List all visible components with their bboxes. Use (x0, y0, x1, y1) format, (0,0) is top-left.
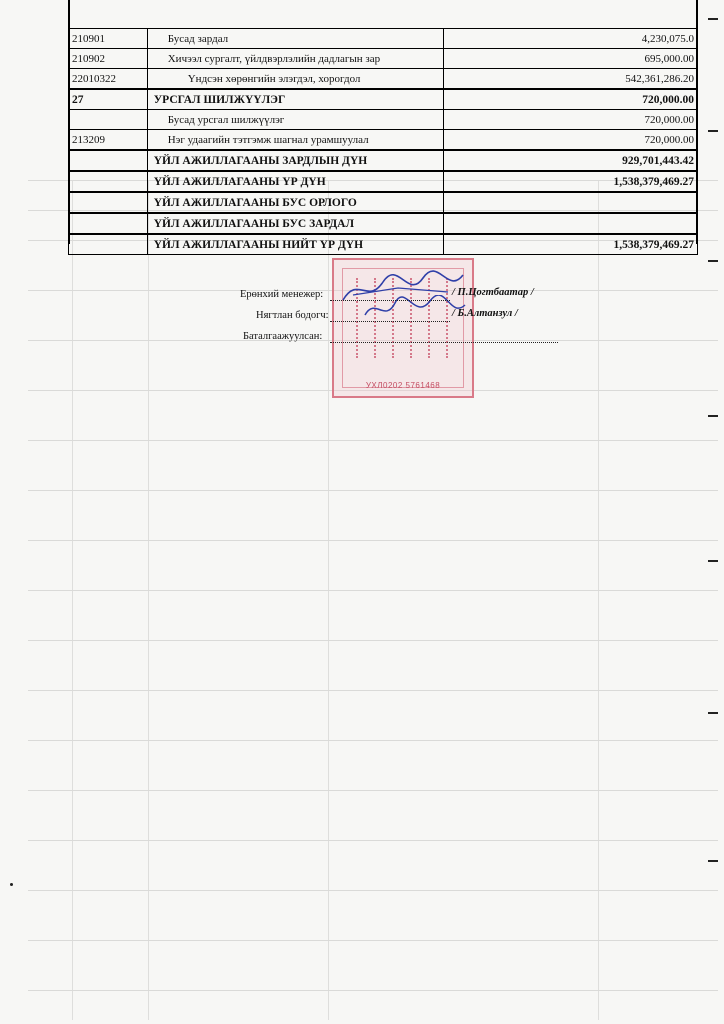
accountant-label: Нягтлан бодогч: (256, 310, 329, 321)
table-row (69, 213, 698, 234)
edge-mark (708, 18, 718, 20)
row-name: ҮЙЛ АЖИЛЛАГААНЫ БУС ЗАРДАЛ (147, 213, 444, 234)
row-amount: 929,701,443.42 (444, 150, 698, 171)
row-amount: 1,538,379,469.27 (444, 171, 698, 192)
row-name: ҮЙЛ АЖИЛЛАГААНЫ ҮР ДҮН (147, 171, 444, 192)
table-row (69, 192, 698, 213)
edge-mark (708, 560, 718, 562)
row-amount (444, 213, 698, 234)
row-name: УРСГАЛ ШИЛЖҮҮЛЭГ (147, 89, 444, 110)
row-amount: 720,000.00 (444, 130, 698, 151)
row-amount: 542,361,286.20 (444, 69, 698, 90)
row-code (69, 171, 148, 192)
edge-mark (708, 860, 718, 862)
verified-label: Баталгаажуулсан: (243, 331, 323, 342)
row-code (69, 110, 148, 130)
row-amount: 720,000.00 (444, 89, 698, 110)
row-name: ҮЙЛ АЖИЛЛАГААНЫ БУС ОРЛОГО (147, 192, 444, 213)
row-amount: 695,000.00 (444, 49, 698, 69)
stamp-text: УХЛ0202 5761468 (365, 381, 441, 390)
speck (10, 883, 13, 886)
table-row (69, 49, 698, 69)
table-row (69, 150, 698, 171)
table-row (69, 171, 698, 192)
row-name: Нэг удаагийн тэтгэмж шагнал урамшуулал (147, 130, 444, 151)
row-code (69, 150, 148, 171)
row-amount: 720,000.00 (444, 110, 698, 130)
row-amount: 1,538,379,469.27 (444, 234, 698, 255)
row-code: 210901 (69, 29, 148, 49)
row-name: ҮЙЛ АЖИЛЛАГААНЫ ЗАРДЛЫН ДҮН (147, 150, 444, 171)
manager-name: / П.Цогтбаатар / (452, 287, 534, 298)
row-name: Бусад урсгал шилжүүлэг (147, 110, 444, 130)
row-code: 210902 (69, 49, 148, 69)
row-code (69, 192, 148, 213)
manager-label: Ерөнхий менежер: (240, 289, 324, 300)
row-code (69, 213, 148, 234)
row-name: ҮЙЛ АЖИЛЛАГААНЫ НИЙТ ҮР ДҮН (147, 234, 444, 255)
row-name: Бусад зардал (147, 29, 444, 49)
financial-table (68, 28, 698, 255)
edge-mark (708, 415, 718, 417)
row-name: Үндсэн хөрөнгийн элэгдэл, хорогдол (147, 69, 444, 90)
accountant-name: / Б.Алтанзул / (452, 308, 518, 319)
row-code: 27 (69, 89, 148, 110)
row-name: Хичээл сургалт, үйлдвэрлэлийн дадлагын зар (147, 49, 444, 69)
table-row (69, 29, 698, 49)
table-row (69, 130, 698, 151)
table-row (69, 234, 698, 255)
row-code: 213209 (69, 130, 148, 151)
row-amount (444, 192, 698, 213)
table-row (69, 89, 698, 110)
row-code: 22010322 (69, 69, 148, 90)
row-code (69, 234, 148, 255)
edge-mark (708, 260, 718, 262)
table-row (69, 69, 698, 90)
row-amount: 4,230,075.0 (444, 29, 698, 49)
table-row (69, 110, 698, 130)
edge-mark (708, 130, 718, 132)
edge-mark (708, 712, 718, 714)
